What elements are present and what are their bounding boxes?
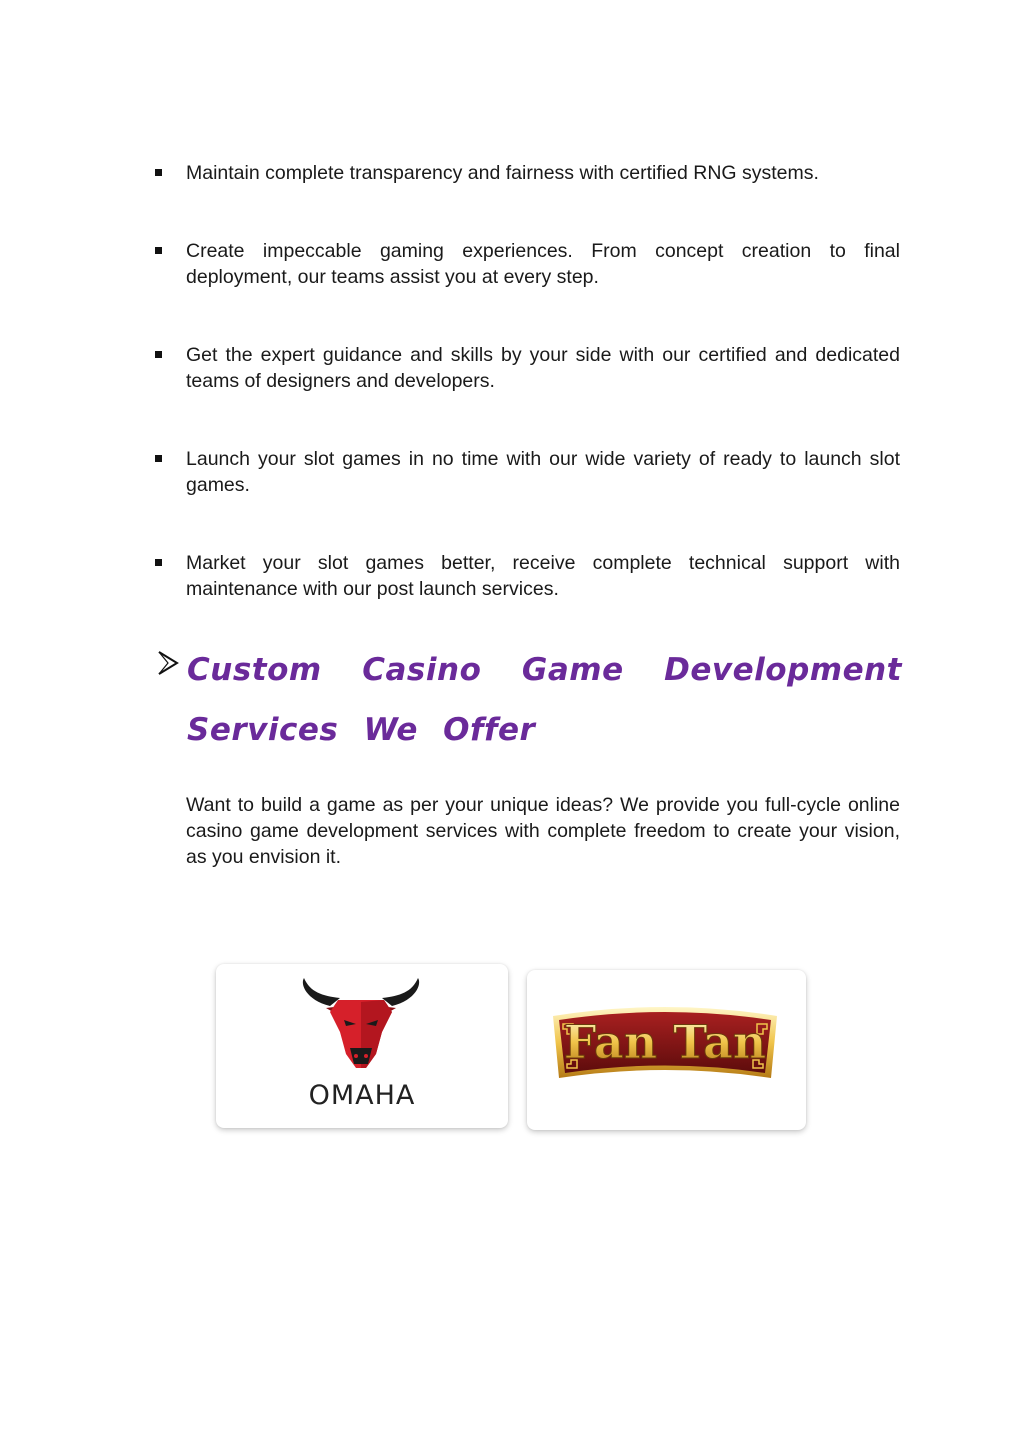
- list-item: [155, 446, 900, 498]
- square-bullet-icon: [155, 247, 162, 254]
- list-item: [155, 160, 900, 186]
- list-item: [155, 550, 900, 602]
- fantan-logo-text: Fan Tan: [563, 1015, 767, 1069]
- square-bullet-icon: [155, 169, 162, 176]
- arrow-bullet-icon: [157, 650, 179, 676]
- section-heading-text: Custom Casino Game Development Services We Offer: [187, 652, 902, 748]
- feature-list: [155, 160, 900, 602]
- list-item: [155, 238, 900, 290]
- list-item-text: Get the expert guidance and skills by your side with our certified and dedicated teams of designers and developers.: [186, 344, 900, 392]
- list-item-text: Launch your slot games in no time with our wide variety of ready to launch slot games.: [186, 448, 900, 496]
- list-item-text: Maintain complete transparency and fairness with certified RNG systems.: [186, 162, 819, 184]
- fantan-banner: [547, 1002, 783, 1092]
- fantan-game-card[interactable]: [527, 970, 806, 1130]
- list-item: [155, 342, 900, 394]
- omaha-logo-text: OMAHA: [308, 1080, 416, 1111]
- list-item-text: Market your slot games better, receive complete technical support with maintenance with our post launch services.: [186, 552, 900, 600]
- square-bullet-icon: [155, 559, 162, 566]
- square-bullet-icon: [155, 455, 162, 462]
- omaha-game-card[interactable]: [216, 964, 508, 1128]
- bull-head-icon: [296, 976, 426, 1076]
- section-heading: [157, 640, 902, 760]
- intro-paragraph: Want to build a game as per your unique ideas? We provide you full-cycle online casino game development services with complete freedom to create your vision, as you envision it.: [186, 794, 900, 868]
- list-item-text: Create impeccable gaming experiences. From concept creation to final deployment, our teams assist you at every step.: [186, 240, 900, 288]
- square-bullet-icon: [155, 351, 162, 358]
